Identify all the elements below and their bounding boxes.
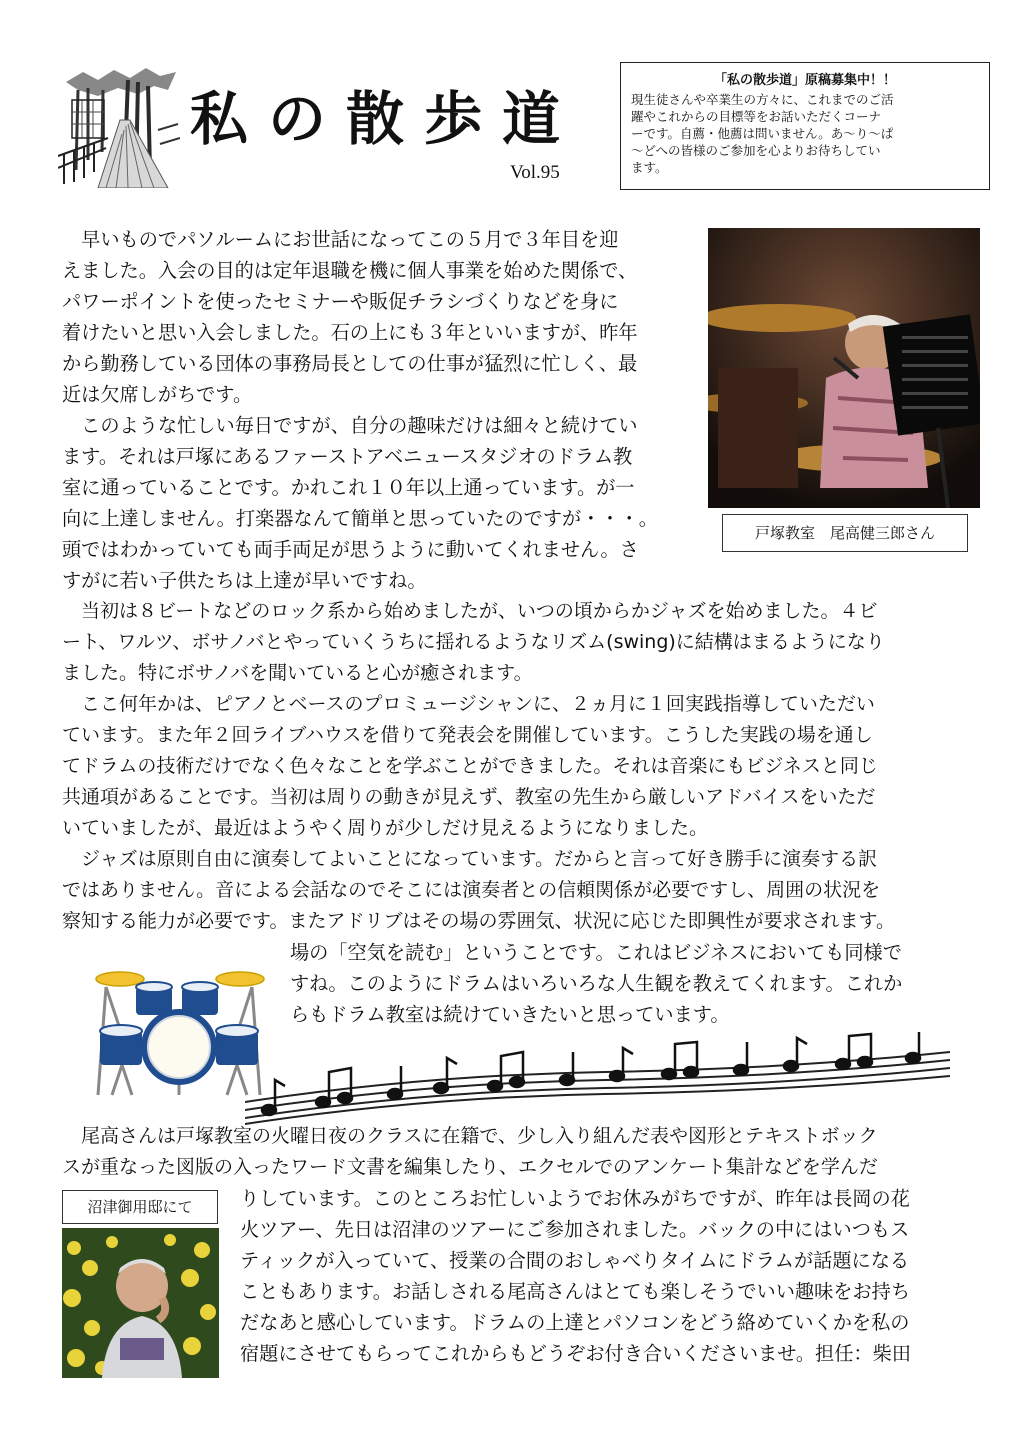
text-line: だなあと感心しています。ドラムの上達とパソコンをどう絡めていくかを私の xyxy=(240,1311,910,1334)
text-line: 室に通っていることです。かれこれ１０年以上通っています。が一 xyxy=(62,476,635,499)
notice-title: 「私の散歩道」原稿募集中！！ xyxy=(713,73,896,88)
article-middle xyxy=(62,596,895,937)
text-line: 察知する能力が必要です。またアドリブはその場の雰囲気、状況に応じた即興性が要求されます。 xyxy=(62,910,895,932)
music-staff-decoration xyxy=(245,1030,950,1125)
portrait-photo xyxy=(62,1228,219,1378)
staff-note-top xyxy=(62,1121,878,1183)
text-line: 向に上達しません。打楽器なんて簡単と思っていたのですが・・・。 xyxy=(62,507,658,530)
text-line: りしています。このところお忙しいようでお休みがちですが、昨年は長岡の花 xyxy=(240,1187,910,1210)
drummer-photo xyxy=(708,228,980,508)
text-line: このような忙しい毎日ですが、自分の趣味だけは細々と続けてい xyxy=(62,414,638,437)
text-line: 頭ではわかっていても両手両足が思うように動いてくれません。さ xyxy=(62,538,639,561)
text-line: すね。このようにドラムはいろいろな人生観を教えてくれます。これか xyxy=(290,972,903,995)
text-line: ジャズは原則自由に演奏してよいことになっています。だからと言って好き勝手に演奏する訳 xyxy=(62,848,878,870)
text-line: 場の「空気を読む」ということです。これはビジネスにおいても同様で xyxy=(290,941,902,964)
drum-kit-illustration xyxy=(92,965,267,1100)
text-line: いていましたが、最近はようやく周りが少しだけ見えるようになりました。 xyxy=(62,817,709,839)
text-line: ート、ワルツ、ボサノバとやっていくうちに揺れるようなリズム(swing)に結構はまるようになり xyxy=(62,631,885,653)
article-upper xyxy=(62,224,658,596)
photo2-caption: 沼津御用邸にて xyxy=(62,1190,218,1224)
article-drum-side xyxy=(290,937,902,1030)
notice-line: ～どへの皆様のご参加を心よりお待ちしてい xyxy=(631,143,881,158)
text-line: ではありません。音による会話なのでそこには演奏者との信頼関係が必要ですし、周囲の状況を xyxy=(62,879,881,901)
photo1-caption: 戸塚教室 尾高健三郎さん xyxy=(722,514,968,552)
staff-note-side xyxy=(240,1183,911,1369)
text-line: ます。それは戸塚にあるファーストアベニュースタジオのドラム教 xyxy=(62,445,633,468)
text-line: 早いものでパソルームにお世話になってこの５月で３年目を迎 xyxy=(62,228,619,251)
text-line: ティックが入っていて、授業の合間のおしゃべりタイムにドラムが話題になる xyxy=(240,1249,910,1272)
text-line: スが重なった図版の入ったワード文書を編集したり、エクセルでのアンケート集計などを学んだ xyxy=(62,1156,878,1178)
text-line: すがに若い子供たちは上達が早いですね。 xyxy=(62,569,427,592)
text-line: 尾高さんは戸塚教室の火曜日夜のクラスに在籍で、少し入り組んだ表や図形とテキストボック xyxy=(62,1125,878,1147)
text-line: 火ツアー、先日は沼津のツアーにご参加されました。バックの中にはいつもス xyxy=(240,1218,910,1241)
notice-line: 現生徒さんや卒業生の方々に、これまでのご活 xyxy=(631,92,894,107)
notice-body xyxy=(631,91,979,176)
text-line: てドラムの技術だけでなく色々なことを学ぶことができました。それは音楽にもビジネスと同じ xyxy=(62,755,878,777)
text-line: 着けたいと思い入会しました。石の上にも３年といいますが、昨年 xyxy=(62,321,638,344)
notice-line: ーです。自薦・他薦は問いません。あ～り～ぱ xyxy=(631,126,894,141)
text-line: 宿題にさせてもらってこれからもどうぞお付き合いくださいませ。担任：柴田 xyxy=(240,1342,911,1365)
walkway-illustration xyxy=(58,60,180,188)
text-line: 共通項があることです。当初は周りの動きが見えず、教室の先生から厳しいアドバイスをいただ xyxy=(62,786,876,808)
text-line: ここ何年かは、ピアノとベースのプロミュージシャンに、２ヵ月に１回実践指導していただい xyxy=(62,693,875,715)
text-line: こともあります。お話しされる尾高さんはとても楽しそうでいい趣味をお持ち xyxy=(240,1280,911,1303)
text-line: 当初は８ビートなどのロック系から始めましたが、いつの頃からかジャズを始めました。４ビ xyxy=(62,600,878,622)
text-line: パワーポイントを使ったセミナーや販促チラシづくりなどを身に xyxy=(62,290,619,313)
text-line: から勤務している団体の事務局長としての仕事が猛烈に忙しく、最 xyxy=(62,352,638,375)
text-line: ています。また年２回ライブハウスを借りて発表会を開催しています。こうした実践の場を通し xyxy=(62,724,873,746)
notice-line: ます。 xyxy=(631,160,668,175)
notice-line: 躍やこれからの目標等をお話いただくコーナ xyxy=(631,109,882,124)
text-line: 近は欠席しがちです。 xyxy=(62,383,253,406)
text-line: ました。特にボサノバを聞いていると心が癒されます。 xyxy=(62,662,533,684)
manuscript-notice-box xyxy=(620,62,990,190)
text-line: らもドラム教室は続けていきたいと思っています。 xyxy=(290,1003,730,1026)
text-line: えました。入会の目的は定年退職を機に個人事業を始めた関係で、 xyxy=(62,259,638,282)
page-title: 私の散歩道 xyxy=(190,85,581,153)
volume-number: Vol.95 xyxy=(510,162,560,183)
